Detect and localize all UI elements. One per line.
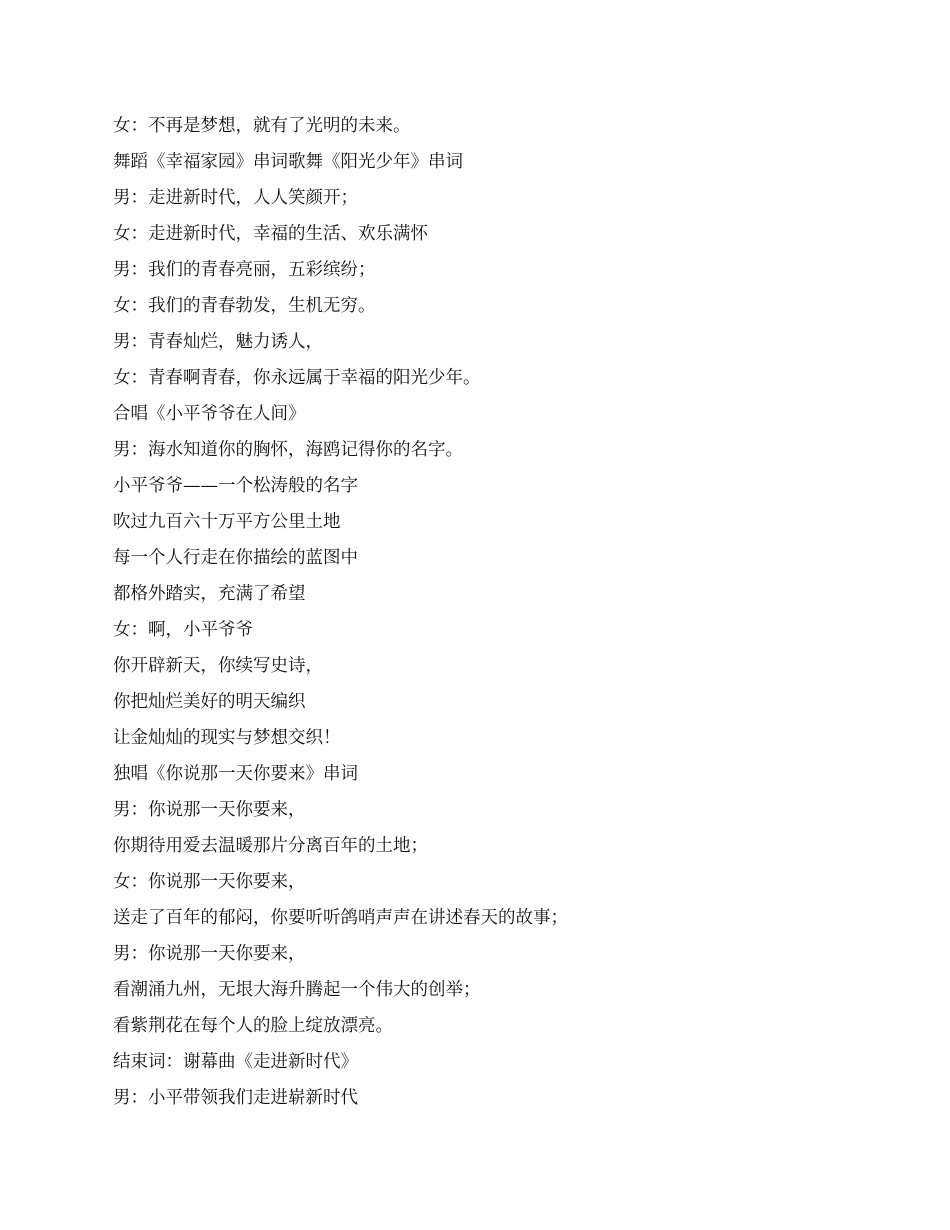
text-line: 合唱《小平爷爷在人间》 [113, 404, 306, 424]
document-body [113, 108, 893, 1116]
text-line: 看紫荆花在每个人的脸上绽放漂亮。 [113, 1016, 393, 1036]
text-line: 女：走进新时代，幸福的生活、欢乐满怀 [113, 224, 428, 244]
text-line: 吹过九百六十万平方公里土地 [113, 512, 341, 532]
text-line: 结束词：谢幕曲《走进新时代》 [113, 1052, 358, 1072]
text-line: 男：你说那一天你要来， [113, 944, 306, 964]
text-line: 独唱《你说那一天你要来》串词 [113, 764, 358, 784]
text-line: 男：你说那一天你要来， [113, 800, 306, 820]
text-line: 都格外踏实，充满了希望 [113, 584, 306, 604]
text-line: 男：青春灿烂，魅力诱人， [113, 332, 323, 352]
text-line: 男：走进新时代，人人笑颜开； [113, 188, 358, 208]
text-line: 女：啊，小平爷爷 [113, 620, 253, 640]
text-line: 你期待用爱去温暖那片分离百年的土地； [113, 836, 428, 856]
text-line: 小平爷爷——一个松涛般的名字 [113, 476, 358, 496]
text-line: 男：海水知道你的胸怀，海鸥记得你的名字。 [113, 440, 463, 460]
text-line: 舞蹈《幸福家园》串词歌舞《阳光少年》串词 [113, 152, 463, 172]
text-line: 女：不再是梦想，就有了光明的未来。 [113, 116, 411, 136]
text-line: 你把灿烂美好的明天编织 [113, 692, 306, 712]
text-line: 女：你说那一天你要来， [113, 872, 306, 892]
text-line: 让金灿灿的现实与梦想交织！ [113, 728, 341, 748]
text-line: 送走了百年的郁闷，你要听听鸽哨声声在讲述春天的故事； [113, 908, 568, 928]
text-line: 女：青春啊青春，你永远属于幸福的阳光少年。 [113, 368, 481, 388]
text-line: 看潮涌九州，无垠大海升腾起一个伟大的创举； [113, 980, 481, 1000]
text-line: 每一个人行走在你描绘的蓝图中 [113, 548, 358, 568]
text-line: 男：我们的青春亮丽，五彩缤纷； [113, 260, 376, 280]
text-line: 你开辟新天，你续写史诗， [113, 656, 323, 676]
text-line: 男：小平带领我们走进崭新时代 [113, 1088, 358, 1108]
text-line: 女：我们的青春勃发，生机无穷。 [113, 296, 376, 316]
